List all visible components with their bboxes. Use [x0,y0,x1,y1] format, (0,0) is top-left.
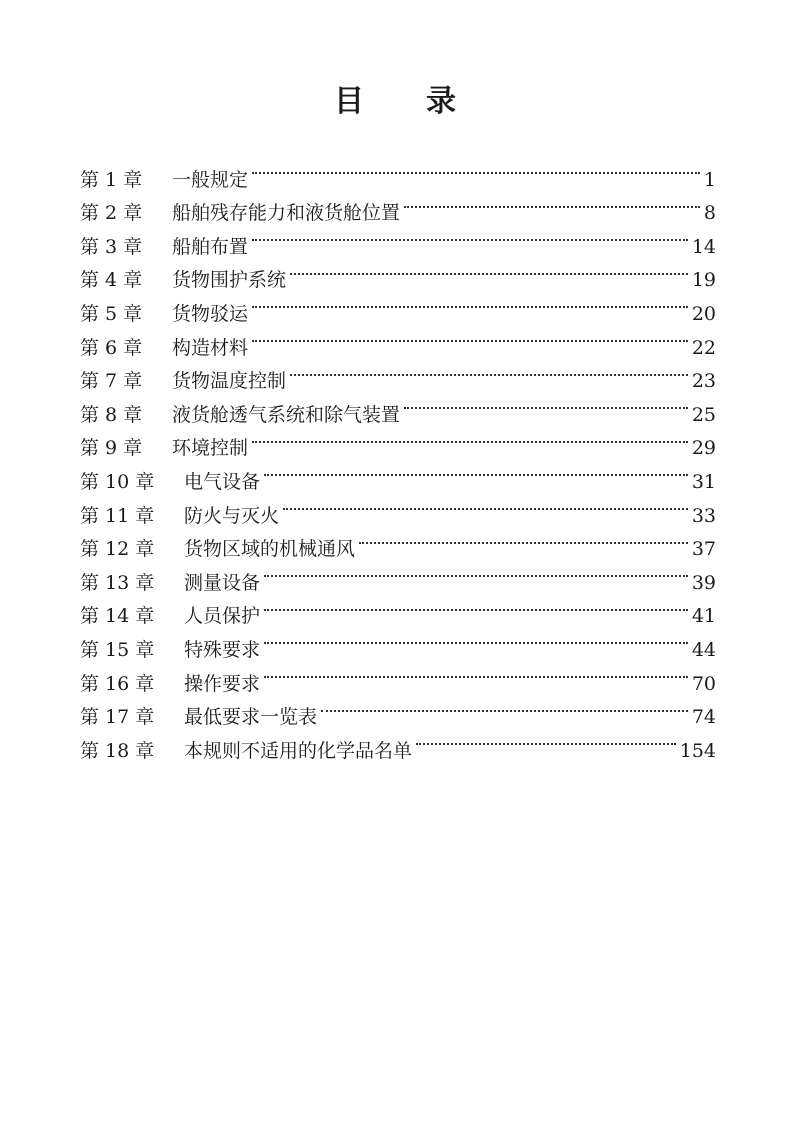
chapter-title: 货物区域的机械通风 [184,538,356,561]
chapter-title: 船舶布置 [172,235,249,258]
dot-leader [252,286,688,320]
chapter-title: 测量设备 [184,571,261,594]
page-number: 8 [703,202,716,225]
chapter-title: 电气设备 [184,470,261,493]
page-number: 70 [691,672,716,695]
chapter-number: 第 17 章 [80,706,155,729]
chapter-number: 第 15 章 [80,638,155,661]
table-of-contents [80,152,716,762]
page-number: 22 [691,336,716,359]
dot-leader [321,690,688,724]
page-number: 74 [691,706,716,729]
dot-leader [416,723,676,757]
chapter-title: 货物驳运 [172,302,249,325]
chapter-number: 第 4 章 [80,269,143,292]
page-number: 14 [691,235,716,258]
dot-leader [290,253,688,287]
chapter-number: 第 5 章 [80,302,143,325]
dot-leader [252,219,688,253]
chapter-title: 一般规定 [172,168,249,191]
dot-leader [404,387,688,421]
chapter-number: 第 6 章 [80,336,143,359]
chapter-title: 液货舱透气系统和除气装置 [172,403,401,426]
page-number: 25 [691,403,716,426]
chapter-title: 本规则不适用的化学品名单 [184,739,413,762]
page-number: 31 [691,470,716,493]
page-number: 20 [691,302,716,325]
page-number: 39 [691,571,716,594]
dot-leader [283,488,688,522]
chapter-number: 第 3 章 [80,235,143,258]
chapter-number: 第 14 章 [80,605,155,628]
chapter-title: 人员保护 [184,605,261,628]
page-title [0,82,790,122]
title-char-right: 录 [426,84,456,119]
chapter-title: 防火与灭火 [184,504,280,527]
dot-leader [290,354,688,388]
dot-leader [252,152,700,186]
chapter-number: 第 12 章 [80,538,155,561]
dot-leader [264,656,688,690]
chapter-title: 货物温度控制 [172,370,287,393]
chapter-number: 第 1 章 [80,168,143,191]
dot-leader [252,421,688,455]
title-char-left: 目 [334,84,364,119]
chapter-number: 第 16 章 [80,672,155,695]
page-number: 1 [703,168,716,191]
page-number: 37 [691,538,716,561]
page-number: 41 [691,605,716,628]
chapter-title: 船舶残存能力和液货舱位置 [172,202,401,225]
chapter-number: 第 10 章 [80,470,155,493]
chapter-number: 第 8 章 [80,403,143,426]
chapter-title: 最低要求一览表 [184,706,318,729]
chapter-title: 构造材料 [172,336,249,359]
chapter-title: 特殊要求 [184,638,261,661]
dot-leader [252,320,688,354]
dot-leader [264,555,688,589]
dot-leader [359,522,688,556]
dot-leader [264,589,688,623]
toc-entry[interactable] [80,152,716,191]
page-number: 19 [691,269,716,292]
chapter-number: 第 9 章 [80,437,143,460]
chapter-number: 第 2 章 [80,202,143,225]
dot-leader [404,186,700,220]
chapter-number: 第 11 章 [80,504,155,527]
chapter-number: 第 13 章 [80,571,155,594]
dot-leader [264,454,688,488]
page-number: 44 [691,638,716,661]
chapter-number: 第 7 章 [80,370,143,393]
chapter-title: 环境控制 [172,437,249,460]
page-number: 29 [691,437,716,460]
page-number: 23 [691,370,716,393]
chapter-number: 第 18 章 [80,739,155,762]
page-number: 154 [679,739,716,762]
chapter-title: 货物围护系统 [172,269,287,292]
page-number: 33 [691,504,716,527]
chapter-title: 操作要求 [184,672,261,695]
dot-leader [264,622,688,656]
